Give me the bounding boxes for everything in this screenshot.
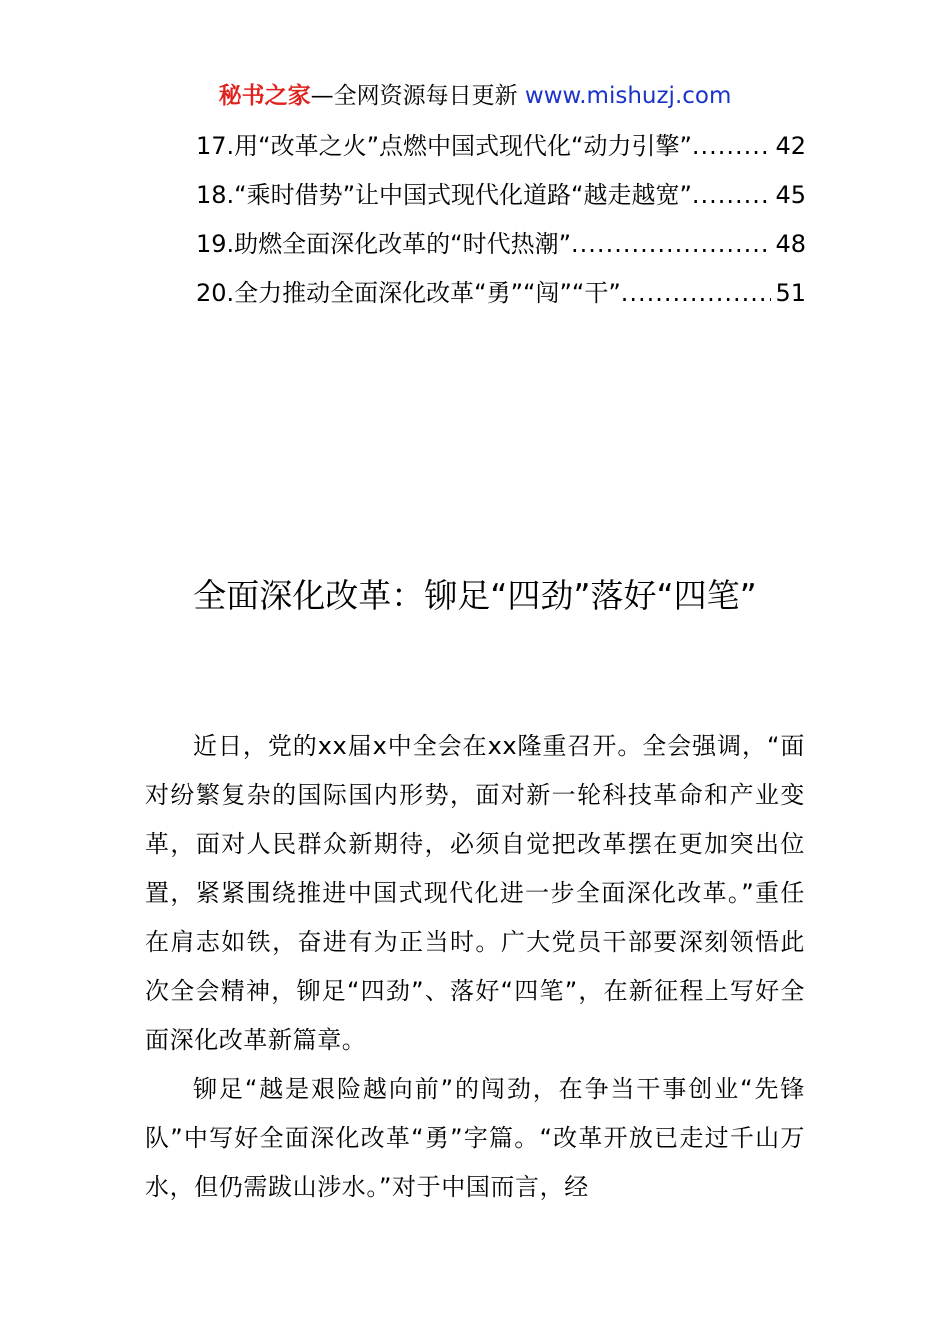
toc-item-page: 48 xyxy=(775,230,806,258)
toc-item[interactable] xyxy=(196,226,806,275)
toc-leader-dots xyxy=(571,226,771,262)
header-tagline: —全网资源每日更新 xyxy=(310,83,525,109)
toc-item-page: 51 xyxy=(775,279,806,307)
toc-item-title: 20.全力推动全面深化改革“勇”“闯”“干” xyxy=(196,279,621,307)
toc-item-title: 17.用“改革之火”点燃中国式现代化“动力引擎” xyxy=(196,132,692,160)
toc-item-title: 19.助燃全面深化改革的“时代热潮” xyxy=(196,230,572,258)
toc-item-page: 42 xyxy=(775,132,806,160)
toc-item[interactable] xyxy=(196,177,806,226)
brand-name: 秘书之家 xyxy=(218,83,311,109)
toc-item[interactable] xyxy=(196,275,806,324)
toc-leader-dots xyxy=(692,177,772,213)
article-paragraph: 铆足“越是艰险越向前”的闯劲，在争当干事创业“先锋队”中写好全面深化改革“勇”字篇。“改革开放已走过千山万水，但仍需跋山涉水。”对于中国而言，经 xyxy=(145,1075,805,1201)
toc-leader-dots xyxy=(621,275,772,311)
toc-leader-dots xyxy=(692,128,772,164)
article-body xyxy=(145,722,805,1212)
toc-item-page: 45 xyxy=(775,181,806,209)
toc-item[interactable] xyxy=(196,128,806,177)
site-header xyxy=(0,80,950,112)
article-title: 全面深化改革：铆足“四劲”落好“四笔” xyxy=(193,576,757,615)
table-of-contents xyxy=(196,128,806,324)
toc-item-title: 18.“乘时借势”让中国式现代化道路“越走越宽” xyxy=(196,181,692,209)
article-paragraph: 近日，党的xx届x中全会在xx隆重召开。全会强调，“面对纷繁复杂的国际国内形势，面对新一轮科技革命和产业变革，面对人民群众新期待，必须自觉把改革摆在更加突出位置，紧紧围绕推进中国式现代化进一步全面深化改革。”重任在肩志如铁，奋进有为正当时。广大党员干部要深刻领悟此次全会精神，铆足“四劲”、落好“四笔”，在新征程上写好全面深化改革新篇章。 xyxy=(145,732,805,1054)
site-url[interactable]: www.mishuzj.com xyxy=(524,83,732,109)
